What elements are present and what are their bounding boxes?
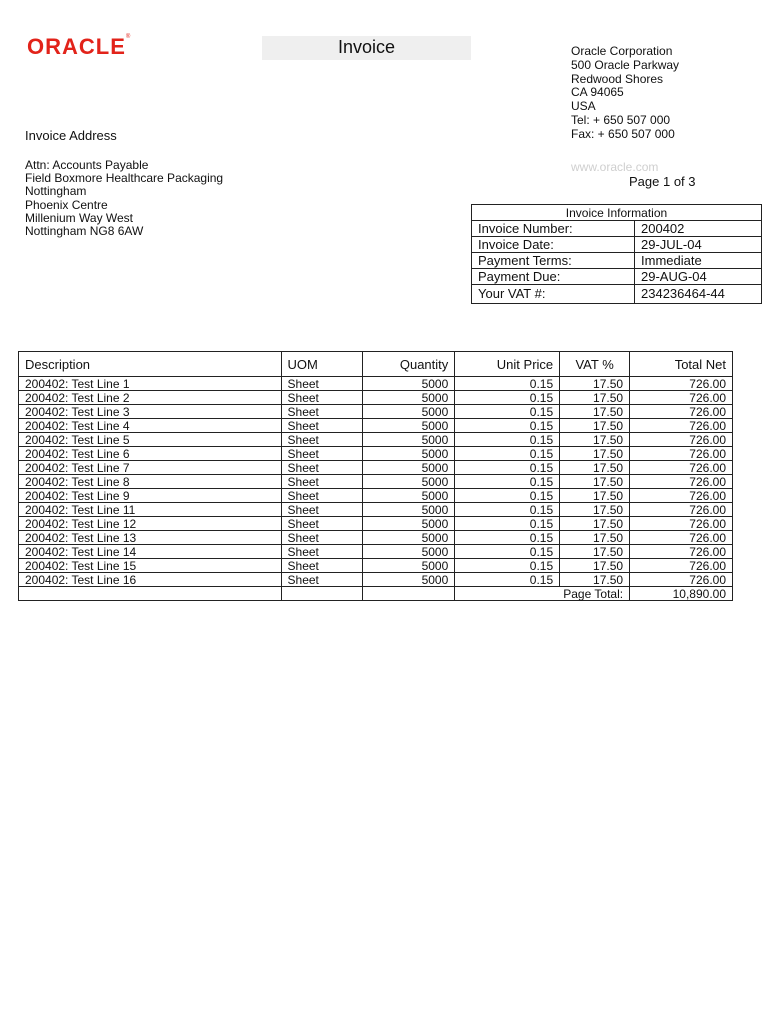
cell-uom: Sheet	[281, 531, 363, 545]
company-address-line: Oracle Corporation	[571, 44, 673, 58]
cell-quantity: 5000	[363, 405, 455, 419]
invoice-info-label: Payment Due:	[472, 269, 635, 285]
cell-unit-price: 0.15	[455, 545, 560, 559]
document-title: Invoice	[262, 36, 471, 60]
invoice-information-heading: Invoice Information	[472, 205, 762, 221]
cell-total-net: 726.00	[630, 391, 733, 405]
cell-unit-price: 0.15	[455, 517, 560, 531]
table-row	[19, 419, 733, 433]
cell-quantity: 5000	[363, 419, 455, 433]
column-header-quantity: Quantity	[363, 352, 455, 377]
cell-description: 200402: Test Line 1	[19, 377, 282, 391]
invoice-address-line: Phoenix Centre	[25, 197, 108, 212]
invoice-info-value: 200402	[635, 221, 762, 237]
invoice-info-row	[472, 269, 762, 285]
cell-vat-percent: 17.50	[560, 405, 630, 419]
table-row	[19, 433, 733, 447]
column-header-vat-percent: VAT %	[560, 352, 630, 377]
cell-unit-price: 0.15	[455, 559, 560, 573]
invoice-info-row	[472, 221, 762, 237]
cell-quantity: 5000	[363, 517, 455, 531]
cell-vat-percent: 17.50	[560, 447, 630, 461]
invoice-information-table	[471, 204, 762, 304]
table-row	[19, 461, 733, 475]
cell-uom: Sheet	[281, 573, 363, 587]
invoice-info-label: Payment Terms:	[472, 253, 635, 269]
cell-vat-percent: 17.50	[560, 503, 630, 517]
cell-unit-price: 0.15	[455, 405, 560, 419]
cell-uom: Sheet	[281, 433, 363, 447]
cell-uom: Sheet	[281, 447, 363, 461]
table-row	[19, 377, 733, 391]
cell-unit-price: 0.15	[455, 489, 560, 503]
cell-uom: Sheet	[281, 391, 363, 405]
company-address-line: 500 Oracle Parkway	[571, 57, 680, 72]
cell-description: 200402: Test Line 5	[19, 433, 282, 447]
cell-description: 200402: Test Line 9	[19, 489, 282, 503]
cell-description: 200402: Test Line 8	[19, 475, 282, 489]
column-header-uom: UOM	[281, 352, 363, 377]
cell-quantity: 5000	[363, 377, 455, 391]
cell-total-net: 726.00	[630, 475, 733, 489]
cell-total-net: 726.00	[630, 503, 733, 517]
cell-description: 200402: Test Line 4	[19, 419, 282, 433]
cell-quantity: 5000	[363, 447, 455, 461]
table-row	[19, 517, 733, 531]
table-row	[19, 489, 733, 503]
cell-description: 200402: Test Line 16	[19, 573, 282, 587]
cell-unit-price: 0.15	[455, 391, 560, 405]
cell-total-net: 726.00	[630, 461, 733, 475]
cell-quantity: 5000	[363, 559, 455, 573]
company-address-line: Fax: + 650 507 000	[571, 126, 675, 141]
invoice-address-heading: Invoice Address	[25, 128, 117, 143]
cell-vat-percent: 17.50	[560, 377, 630, 391]
cell-vat-percent: 17.50	[560, 517, 630, 531]
company-address-line: Tel: + 650 507 000	[571, 112, 671, 127]
cell-total-net: 726.00	[630, 559, 733, 573]
cell-description: 200402: Test Line 7	[19, 461, 282, 475]
table-row	[19, 447, 733, 461]
page-total-label: Page Total:	[455, 587, 630, 601]
cell-vat-percent: 17.50	[560, 489, 630, 503]
cell-uom: Sheet	[281, 475, 363, 489]
cell-description: 200402: Test Line 14	[19, 545, 282, 559]
invoice-lines-table	[18, 351, 733, 601]
cell-total-net: 726.00	[630, 433, 733, 447]
cell-vat-percent: 17.50	[560, 461, 630, 475]
cell-uom: Sheet	[281, 545, 363, 559]
page-total-value: 10,890.00	[630, 587, 733, 601]
cell-vat-percent: 17.50	[560, 559, 630, 573]
invoice-address-line: Attn: Accounts Payable	[25, 158, 149, 172]
cell-description: 200402: Test Line 3	[19, 405, 282, 419]
column-header-description: Description	[19, 352, 282, 377]
invoice-info-value: Immediate	[635, 253, 762, 269]
cell-vat-percent: 17.50	[560, 531, 630, 545]
cell-unit-price: 0.15	[455, 461, 560, 475]
invoice-info-value: 29-JUL-04	[635, 237, 762, 253]
cell-total-net: 726.00	[630, 531, 733, 545]
cell-uom: Sheet	[281, 405, 363, 419]
cell-total-net: 726.00	[630, 545, 733, 559]
cell-quantity: 5000	[363, 531, 455, 545]
table-row	[19, 405, 733, 419]
table-header-row	[19, 352, 733, 377]
cell-vat-percent: 17.50	[560, 391, 630, 405]
invoice-info-value: 29-AUG-04	[635, 269, 762, 285]
cell-uom: Sheet	[281, 489, 363, 503]
cell-vat-percent: 17.50	[560, 419, 630, 433]
invoice-address-line: Nottingham	[25, 184, 87, 199]
cell-total-net: 726.00	[630, 573, 733, 587]
cell-description: 200402: Test Line 11	[19, 503, 282, 517]
invoice-info-row	[472, 285, 762, 304]
cell-unit-price: 0.15	[455, 433, 560, 447]
cell-unit-price: 0.15	[455, 503, 560, 517]
company-address	[571, 45, 679, 142]
page-number: Page 1 of 3	[629, 174, 696, 189]
company-address-line: Redwood Shores	[571, 71, 664, 86]
cell-vat-percent: 17.50	[560, 433, 630, 447]
invoice-address-line: Millenium Way West	[25, 210, 134, 225]
invoice-address	[25, 159, 223, 238]
cell-quantity: 5000	[363, 475, 455, 489]
cell-unit-price: 0.15	[455, 531, 560, 545]
cell-total-net: 726.00	[630, 447, 733, 461]
table-row	[19, 391, 733, 405]
column-header-unit-price: Unit Price	[455, 352, 560, 377]
cell-description: 200402: Test Line 12	[19, 517, 282, 531]
invoice-info-row	[472, 253, 762, 269]
cell-quantity: 5000	[363, 461, 455, 475]
cell-quantity: 5000	[363, 433, 455, 447]
invoice-info-row	[472, 237, 762, 253]
cell-vat-percent: 17.50	[560, 545, 630, 559]
cell-uom: Sheet	[281, 377, 363, 391]
table-row	[19, 503, 733, 517]
invoice-info-label: Your VAT #:	[472, 285, 635, 304]
cell-total-net: 726.00	[630, 419, 733, 433]
invoice-info-label: Invoice Number:	[472, 221, 635, 237]
invoice-info-value: 234236464-44	[635, 285, 762, 304]
oracle-logo: ORACLE®	[27, 34, 131, 59]
cell-quantity: 5000	[363, 573, 455, 587]
cell-quantity: 5000	[363, 391, 455, 405]
cell-unit-price: 0.15	[455, 377, 560, 391]
cell-quantity: 5000	[363, 503, 455, 517]
company-address-line: CA 94065	[571, 85, 624, 100]
cell-uom: Sheet	[281, 517, 363, 531]
cell-uom: Sheet	[281, 503, 363, 517]
cell-unit-price: 0.15	[455, 475, 560, 489]
company-address-line: USA	[571, 99, 596, 114]
cell-total-net: 726.00	[630, 489, 733, 503]
cell-unit-price: 0.15	[455, 573, 560, 587]
cell-description: 200402: Test Line 13	[19, 531, 282, 545]
invoice-address-line: Field Boxmore Healthcare Packaging	[25, 171, 224, 186]
cell-uom: Sheet	[281, 419, 363, 433]
table-row	[19, 545, 733, 559]
cell-description: 200402: Test Line 6	[19, 447, 282, 461]
cell-description: 200402: Test Line 2	[19, 391, 282, 405]
cell-total-net: 726.00	[630, 517, 733, 531]
invoice-info-label: Invoice Date:	[472, 237, 635, 253]
table-row	[19, 573, 733, 587]
table-row	[19, 531, 733, 545]
cell-quantity: 5000	[363, 489, 455, 503]
cell-uom: Sheet	[281, 461, 363, 475]
table-row	[19, 475, 733, 489]
cell-description: 200402: Test Line 15	[19, 559, 282, 573]
page-total-row	[19, 587, 733, 601]
cell-total-net: 726.00	[630, 405, 733, 419]
cell-vat-percent: 17.50	[560, 573, 630, 587]
table-row	[19, 559, 733, 573]
cell-uom: Sheet	[281, 559, 363, 573]
cell-vat-percent: 17.50	[560, 475, 630, 489]
cell-unit-price: 0.15	[455, 419, 560, 433]
cell-unit-price: 0.15	[455, 447, 560, 461]
cell-quantity: 5000	[363, 545, 455, 559]
column-header-total-net: Total Net	[630, 352, 733, 377]
company-website: www.oracle.com	[571, 160, 659, 174]
invoice-address-line: Nottingham NG8 6AW	[25, 224, 144, 239]
cell-total-net: 726.00	[630, 377, 733, 391]
